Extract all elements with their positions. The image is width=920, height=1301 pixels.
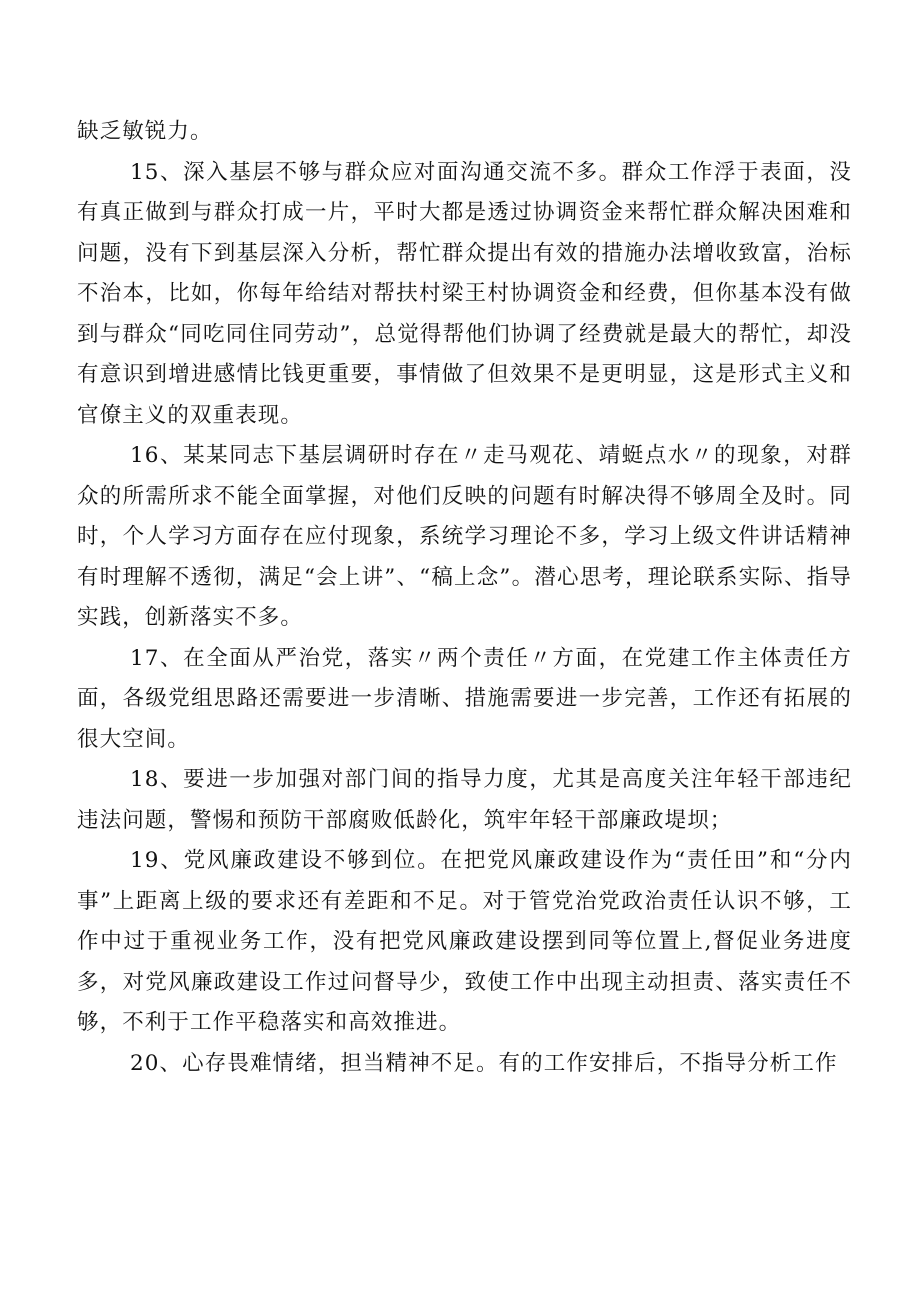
document-body xyxy=(77,112,852,1084)
paragraph-continuation: 缺乏敏锐力。 xyxy=(77,119,213,144)
paragraph-item-16: 16、某某同志下基层调研时存在〃走马观花、靖蜓点水〃的现象，对群众的所需所求不能全面掌握，对他们反映的问题有时解决得不够周全及时。同时，个人学习方面存在应付现象，系统学习理论不多，学习上级文件讲话精神有时理解不透彻，满足“会上讲”、“稿上念”。潜心思考，理论联系实际、指导实践，创新落实不多。 xyxy=(77,443,852,630)
paragraph-item-20: 20、心存畏难情绪，担当精神不足。有的工作安排后，不指导分析工作 xyxy=(130,1050,838,1076)
paragraph-item-18: 18、要进一步加强对部门间的指导力度，尤其是高度关注年轻干部违纪违法问题，警惕和预防干部腐败低龄化，筑牢年轻干部廉政堤坝； xyxy=(77,767,852,833)
paragraph-item-15: 15、深入基层不够与群众应对面沟通交流不多。群众工作浮于表面，没有真正做到与群众打成一片，平时大都是透过协调资金来帮忙群众解决困难和问题，没有下到基层深入分析，帮忙群众提出有效的措施办法增收致富，治标不治本，比如，你每年给结对帮扶村梁王村协调资金和经费，但你基本没有做到与群众“同吃同住同劳动”，总觉得帮他们协调了经费就是最大的帮忙，却没有意识到增进感情比钱更重要，事情做了但效果不是更明显，这是形式主义和官僚主义的双重表现。 xyxy=(77,159,852,428)
paragraph-item-19: 19、党风廉政建设不够到位。在把党风廉政建设作为“责任田”和“分内事”上距离上级的要求还有差距和不足。对于管党治党政治责任认识不够，工作中过于重视业务工作，没有把党风廉政建设摆到同等位置上,督促业务进度多，对党风廉政建设工作过问督导少，致使工作中出现主动担责、落实责任不够，不利于工作平稳落实和高效推进。 xyxy=(77,848,852,1035)
paragraph-item-17: 17、在全面从严治党，落实〃两个责任〃方面，在党建工作主体责任方面，各级党组思路还需要进一步清晰、措施需要进一步完善，工作还有拓展的很大空间。 xyxy=(77,645,852,752)
